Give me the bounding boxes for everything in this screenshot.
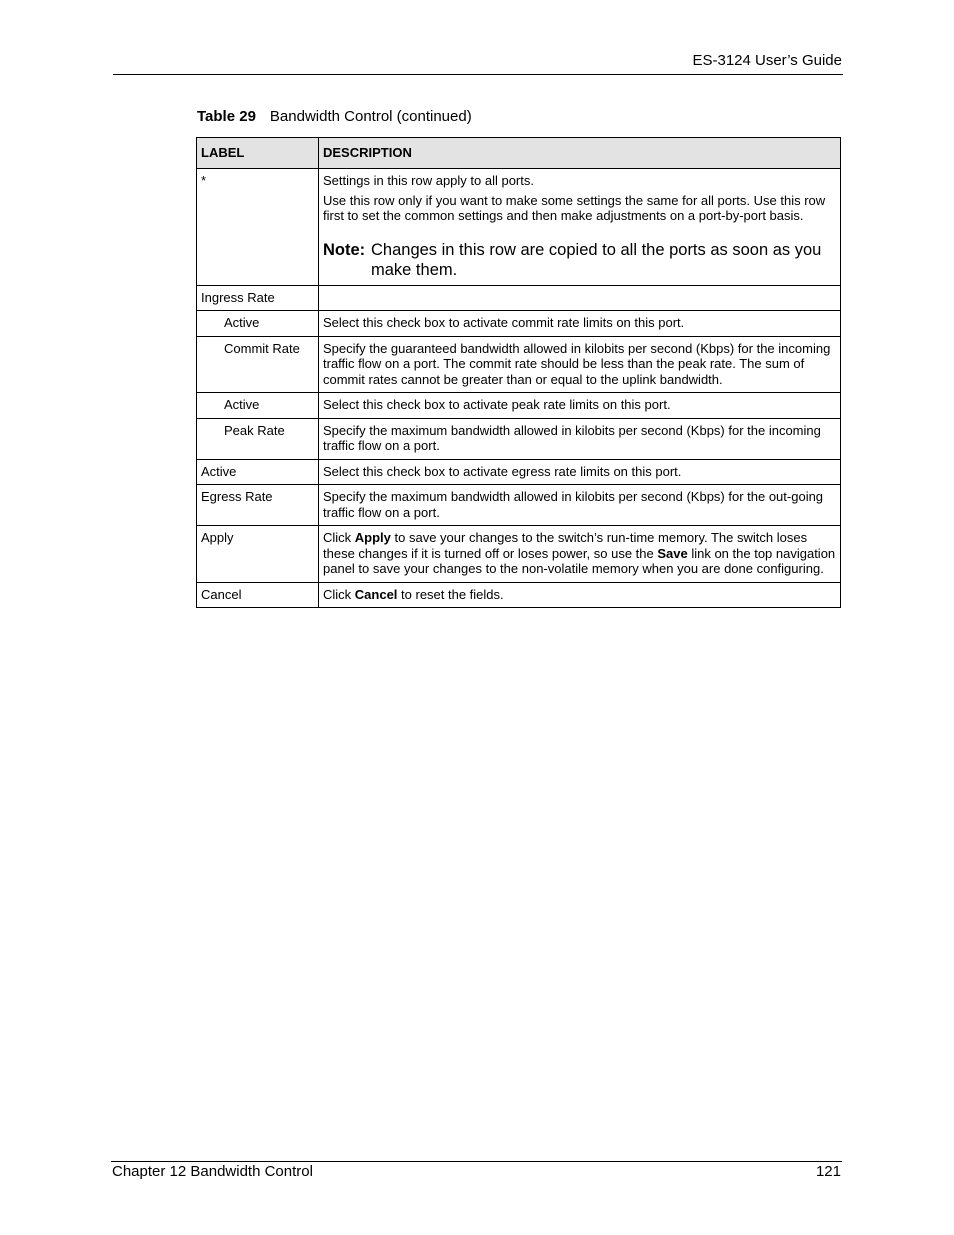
- row-description: Specify the maximum bandwidth allowed in kilobits per second (Kbps) for the out-going traffic flow on a port.: [319, 485, 841, 526]
- row-description: Specify the guaranteed bandwidth allowed in kilobits per second (Kbps) for the incoming traffic flow on a port. The commit rate should be less than the peak rate. The sum of commit rates cannot be greater than or equal to the uplink bandwidth.: [319, 336, 841, 393]
- table-row: [197, 526, 841, 583]
- table-row: [197, 169, 841, 286]
- row-label: Ingress Rate: [197, 285, 319, 311]
- row-label: Apply: [197, 526, 319, 583]
- row-description: [319, 582, 841, 608]
- table-row: [197, 485, 841, 526]
- bandwidth-control-table: [196, 137, 841, 608]
- row-label: Cancel: [197, 582, 319, 608]
- row-description: [319, 169, 841, 286]
- cancel-term: Cancel: [354, 586, 398, 602]
- footer-chapter: Chapter 12 Bandwidth Control: [112, 1163, 313, 1180]
- row-description: Specify the maximum bandwidth allowed in kilobits per second (Kbps) for the incoming traffic flow on a port.: [319, 418, 841, 459]
- table-row: [197, 393, 841, 419]
- table-caption: [197, 108, 472, 125]
- row-description: Select this check box to activate egress rate limits on this port.: [319, 459, 841, 485]
- row-label: Peak Rate: [197, 418, 319, 459]
- table-title: Bandwidth Control (continued): [269, 108, 472, 125]
- table-row: [197, 336, 841, 393]
- header-rule: [113, 74, 843, 75]
- row-label: *: [197, 169, 319, 286]
- description-text: link on the top navigation panel to save your changes to the non-volatile memory when you are done configuring.: [323, 545, 836, 576]
- column-header-label: LABEL: [197, 138, 319, 169]
- column-header-description: DESCRIPTION: [319, 138, 841, 169]
- description-text: Settings in this row apply to all ports.: [323, 173, 534, 188]
- row-description: [319, 526, 841, 583]
- row-label: Active: [197, 459, 319, 485]
- table-row: [197, 418, 841, 459]
- row-description: [319, 285, 841, 311]
- footer-rule: [111, 1161, 842, 1162]
- description-text: to save your changes to the switch’s run-time memory. The switch loses these changes if it is turned off or loses power, so use the: [323, 530, 808, 561]
- table-number: Table 29: [197, 108, 256, 125]
- page-number: 121: [815, 1163, 841, 1180]
- note-block: [323, 240, 836, 280]
- save-term: Save: [657, 545, 688, 561]
- row-description: Select this check box to activate commit rate limits on this port.: [319, 311, 841, 337]
- note-label: Note:: [323, 240, 366, 259]
- description-text: Use this row only if you want to make some settings the same for all ports. Use this row first to set the common settings and then make adjustments on a port-by-port basis.: [323, 192, 826, 223]
- row-label: Active: [197, 311, 319, 337]
- table-row: [197, 582, 841, 608]
- table-row: [197, 459, 841, 485]
- description-text: Click: [323, 530, 355, 545]
- running-header-title: ES-3124 User’s Guide: [692, 52, 842, 69]
- table-header-row: [197, 138, 841, 169]
- description-text: Click: [323, 586, 355, 602]
- table-row: [197, 311, 841, 337]
- row-description: Select this check box to activate peak rate limits on this port.: [319, 393, 841, 419]
- note-text: Changes in this row are copied to all the ports as soon as you make them.: [371, 240, 822, 279]
- table-row: [197, 285, 841, 311]
- apply-term: Apply: [354, 530, 391, 545]
- row-label: Commit Rate: [197, 336, 319, 393]
- row-label: Active: [197, 393, 319, 419]
- row-label: Egress Rate: [197, 485, 319, 526]
- description-text: to reset the fields.: [397, 586, 504, 602]
